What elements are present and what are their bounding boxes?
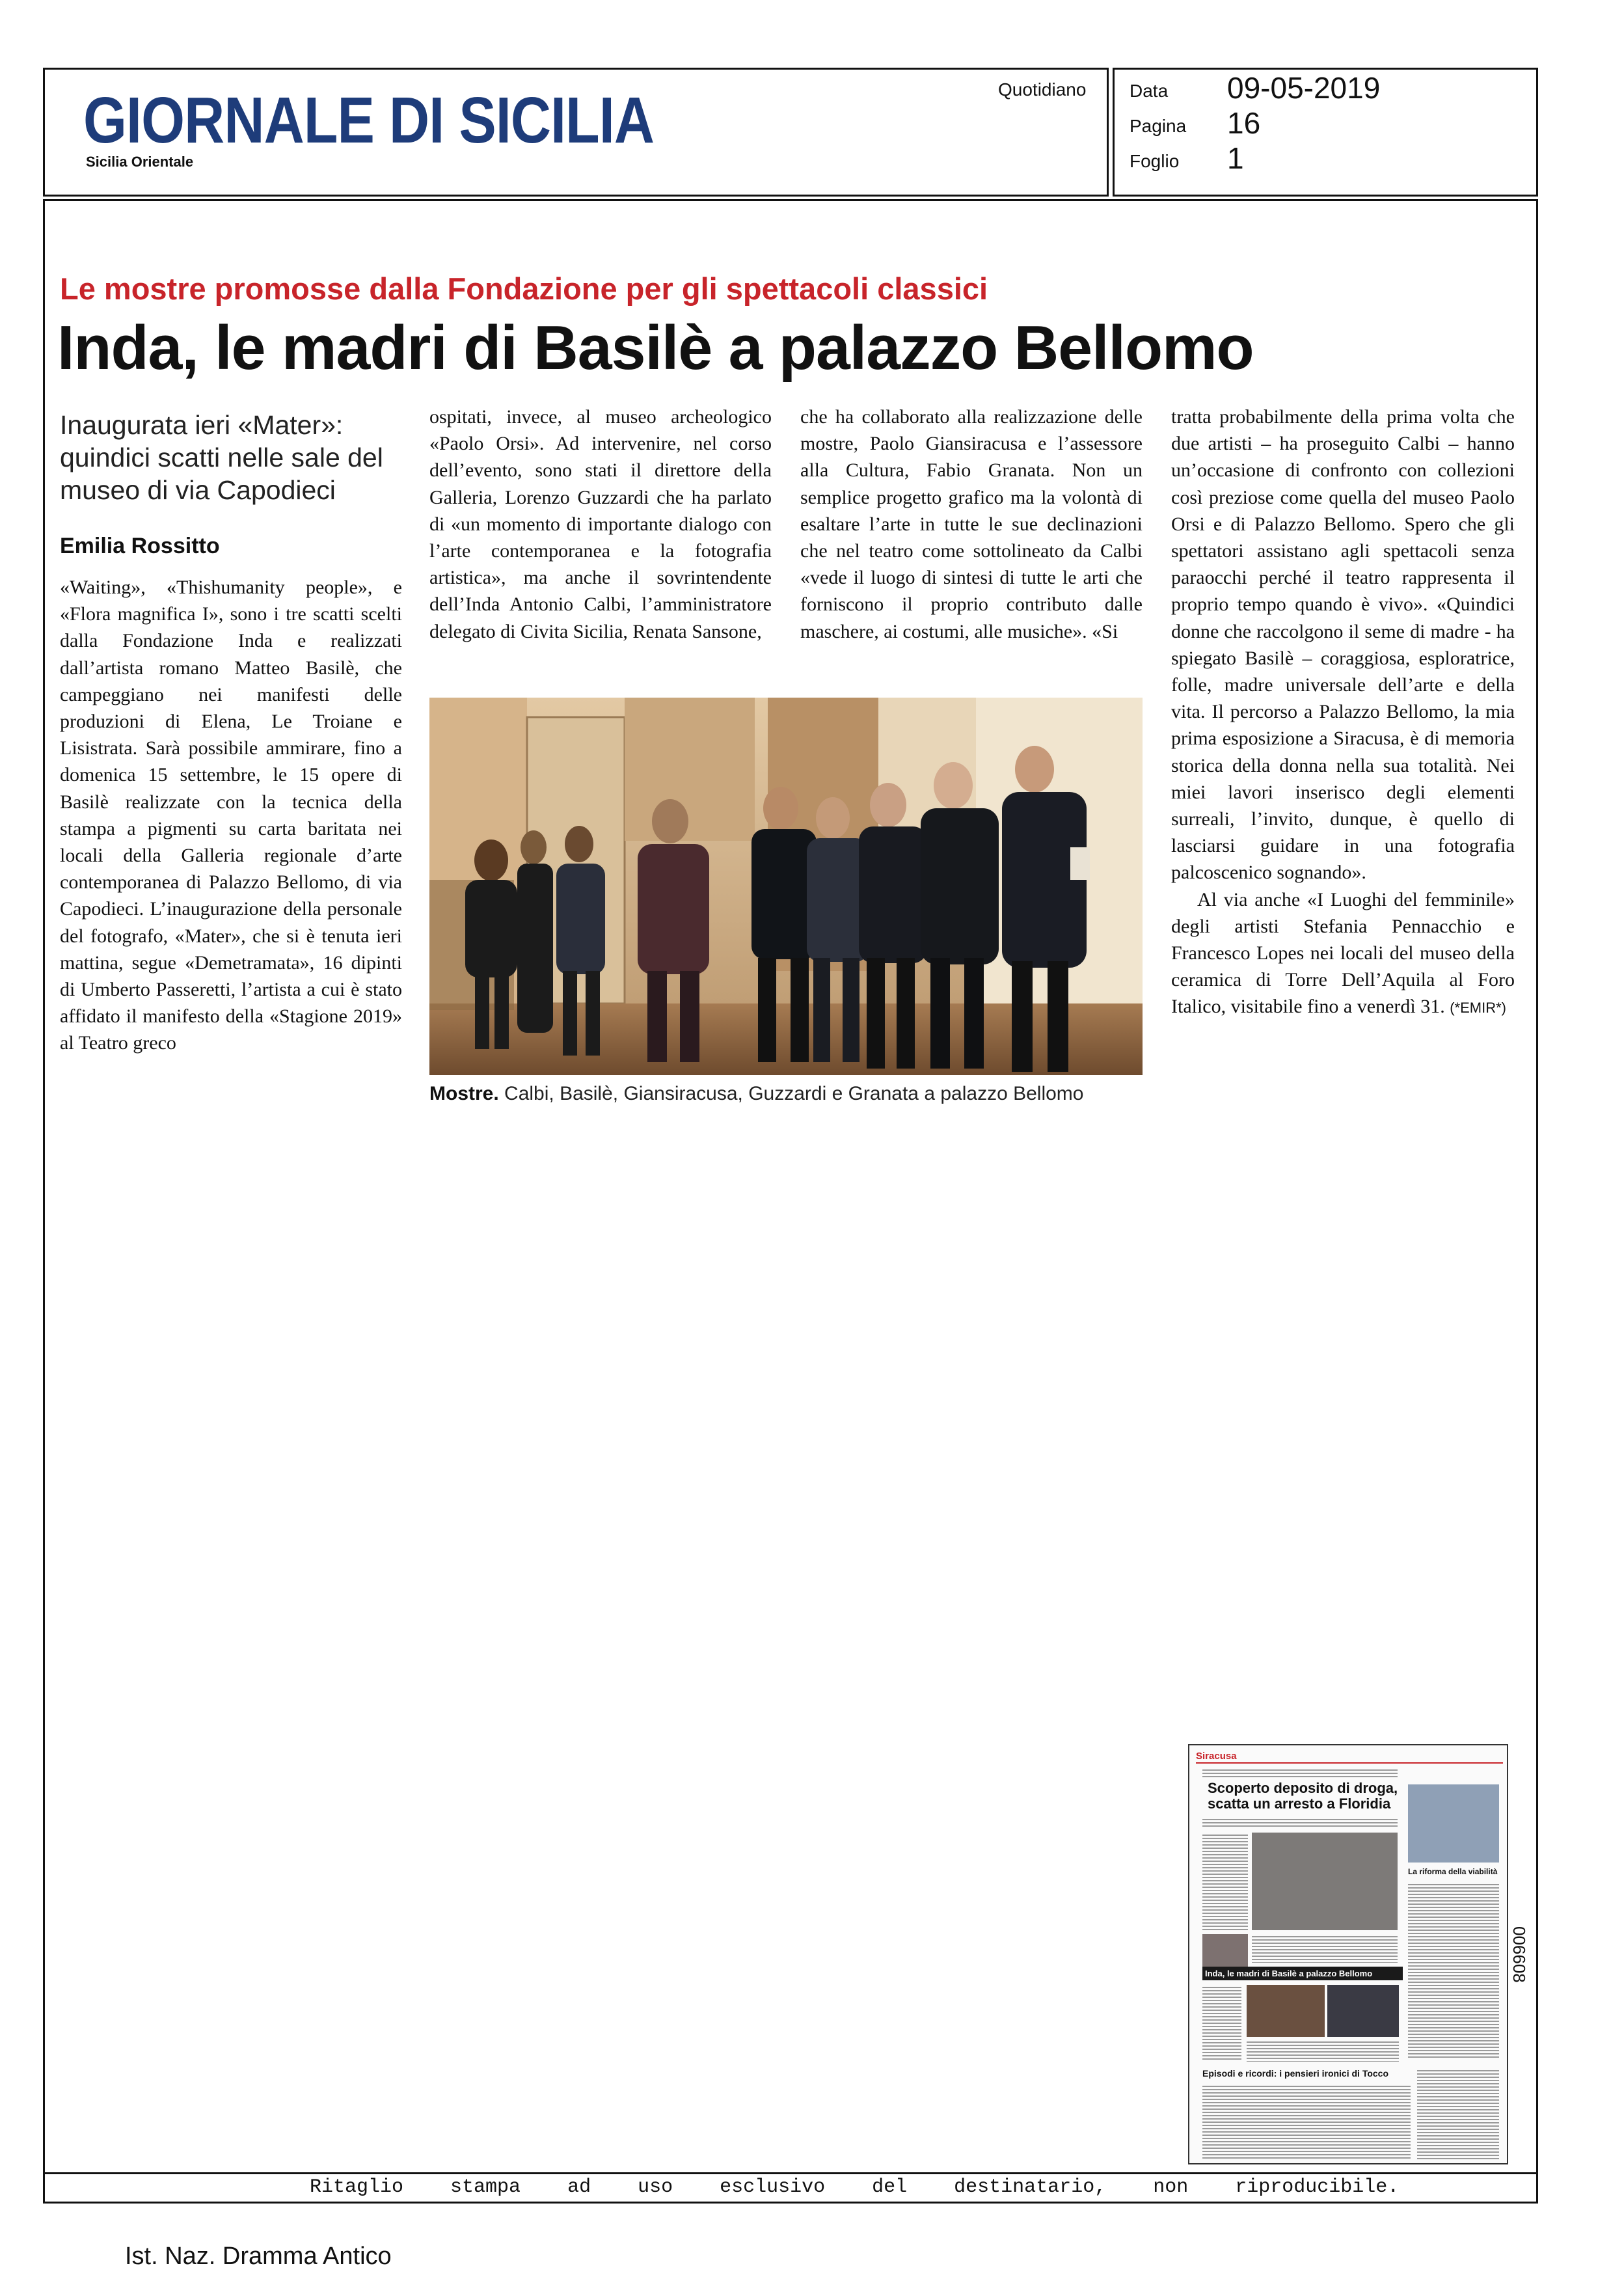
thumbnail-photo bbox=[1247, 1985, 1325, 2037]
thumbnail-rule bbox=[1196, 1762, 1503, 1764]
article-byline: Emilia Rossitto bbox=[60, 534, 220, 558]
column-2-text: ospitati, invece, al museo archeologico «Paolo Orsi». Ad intervenire, nel corso dell’evento, sono stati il direttore della Galleria, Lorenzo Guzzardi che ha parlato di «un momento di importante dialogo con l’arte contemporanea e la fotografia artistica», ma anche il sovrintendente dell’Inda Antonio Calbi, l’amministratore delegato di Civita Sicilia, Renata Sansone, bbox=[429, 406, 772, 642]
photo-illustration bbox=[429, 698, 1143, 1075]
author-signature: (*EMIR*) bbox=[1450, 1000, 1506, 1017]
thumbnail-text-block bbox=[1252, 1934, 1398, 1963]
thumbnail-text-block bbox=[1202, 1817, 1398, 1829]
periodicity-label: Quotidiano bbox=[998, 79, 1087, 100]
thumbnail-text-block bbox=[1202, 1833, 1248, 1930]
sheet-label: Foglio bbox=[1130, 151, 1180, 171]
thumbnail-headline-1: Scoperto deposito di droga, scatta un arresto a Floridia bbox=[1208, 1780, 1398, 1812]
column-4-paragraph-2: Al via anche «I Luoghi del femminile» degli artisti Stefania Pennacchio e Francesco Lopes nei locali del museo della ceramica di Torre Dell’Aquila al Foro Italico, visitabile fino a venerdì 31. bbox=[1171, 888, 1515, 1018]
article-headline: Inda, le madri di Basilè a palazzo Bellomo bbox=[57, 313, 1254, 383]
thumbnail-headline-3: Inda, le madri di Basilè a palazzo Bellomo bbox=[1202, 1967, 1403, 1980]
thumbnail-photo bbox=[1252, 1833, 1398, 1930]
footer-rule bbox=[43, 2172, 1538, 2174]
newspaper-logo: GIORNALE DI SICILIA bbox=[83, 84, 655, 157]
column-4-paragraph-1: tratta probabilmente della prima volta che due artisti – ha proseguito Calbi – hanno un’occasione di confronto con collezioni così preziose come quella del museo Paolo Orsi e di Palazzo Bellomo. Spero che gli spettatori assistano agli spettacoli senza paraocchi perché il teatro rappresenta il proprio tempo quando è vivo». «Quindici donne che raccolgono il seme di madre - ha spiegato Basilè – coraggiosa, esploratrice, folle, madre universale dell’arte e della vita. Il percorso a Palazzo Bellomo, la mia prima esposizione a Siracusa, è di memoria storica della donna nella sua totalità. Nei miei lavori inserisco degli elementi surreali, l’invito, dunque, è quello di lasciarsi guidare in una fotografia palcoscenico sognando». bbox=[1171, 406, 1515, 884]
date-label: Data bbox=[1130, 81, 1169, 101]
thumbnail-headline-2: La riforma della viabilità bbox=[1408, 1867, 1498, 1876]
thumbnail-text-block bbox=[1202, 1767, 1398, 1778]
thumbnail-photo bbox=[1202, 1934, 1248, 1967]
article-column-2 bbox=[429, 403, 772, 645]
thumbnail-text-block bbox=[1247, 2040, 1399, 2062]
article-photo bbox=[429, 698, 1143, 1075]
article-kicker: Le mostre promosse dalla Fondazione per gli spettacoli classici bbox=[60, 271, 988, 306]
page-value: 16 bbox=[1227, 106, 1261, 140]
reproduction-notice: Ritaglio stampa ad uso esclusivo del destinatario, non riproducibile. bbox=[310, 2176, 1400, 2198]
article-deck: Inaugurata ieri «Mater»: quindici scatti nelle sale del museo di via Capodieci bbox=[60, 410, 383, 505]
thumbnail-text-block bbox=[1202, 1985, 1241, 2062]
thumbnail-text-block bbox=[1408, 1882, 1499, 2058]
thumbnail-headline-4: Episodi e ricordi: i pensieri ironici di Tocco bbox=[1202, 2068, 1389, 2079]
edition-label: Sicilia Orientale bbox=[86, 154, 194, 170]
article-column-1 bbox=[60, 574, 402, 1057]
article-column-4 bbox=[1171, 403, 1515, 1022]
page-label: Pagina bbox=[1130, 116, 1187, 136]
source-label: Ist. Naz. Dramma Antico bbox=[125, 2243, 392, 2270]
date-value: 09-05-2019 bbox=[1227, 71, 1381, 105]
thumbnail-photo bbox=[1408, 1784, 1499, 1863]
column-3-text: che ha collaborato alla realizzazione delle mostre, Paolo Giansiracusa e l’assessore alla Cultura, Fabio Granata. Non un semplice progetto grafico ma la volontà di esaltare l’arte in tutte le sue declinazioni che nel teatro come sottolineato da Calbi «vede il luogo di sintesi di tutte le arti che forniscono il proprio contributo dalle maschere, ai costumi, alle musiche». «Si bbox=[800, 406, 1143, 642]
thumbnail-text-block bbox=[1202, 2084, 1411, 2159]
photo-caption bbox=[429, 1083, 1083, 1105]
caption-lead: Mostre. bbox=[429, 1083, 499, 1104]
thumbnail-text-block bbox=[1417, 2068, 1499, 2159]
caption-text: Calbi, Basilè, Giansiracusa, Guzzardi e Granata a palazzo Bellomo bbox=[504, 1083, 1084, 1104]
article-column-3 bbox=[800, 403, 1143, 645]
thumbnail-section: Siracusa bbox=[1196, 1751, 1237, 1762]
clipping-code: 006608 bbox=[1509, 1926, 1529, 1983]
sheet-value: 1 bbox=[1227, 141, 1244, 175]
column-1-text: «Waiting», «Thishumanity people», e «Flora magnifica I», sono i tre scatti scelti dalla Fondazione Inda e realizzati dall’artista romano Matteo Basilè, che campeggiano nei manifesti delle produzioni di Elena, Le Troiane e Lisistrata. Sarà possibile ammirare, fino a domenica 15 settembre, le 15 opere di Basilè realizzate con la tecnica della stampa a pigmenti su carta baritata nei locali della Galleria regionale d’arte contemporanea di Palazzo Bellomo, di via Capodieci. L’inaugurazione della personale del fotografo, «Mater», che si è tenuta ieri mattina, segue «Demetramata», 16 dipinti di Umberto Passeretti, l’artista a cui è stato affidato il manifesto della «Stagione 2019» al Teatro greco bbox=[60, 577, 402, 1054]
thumbnail-photo bbox=[1327, 1985, 1399, 2037]
page-thumbnail bbox=[1188, 1744, 1508, 2164]
